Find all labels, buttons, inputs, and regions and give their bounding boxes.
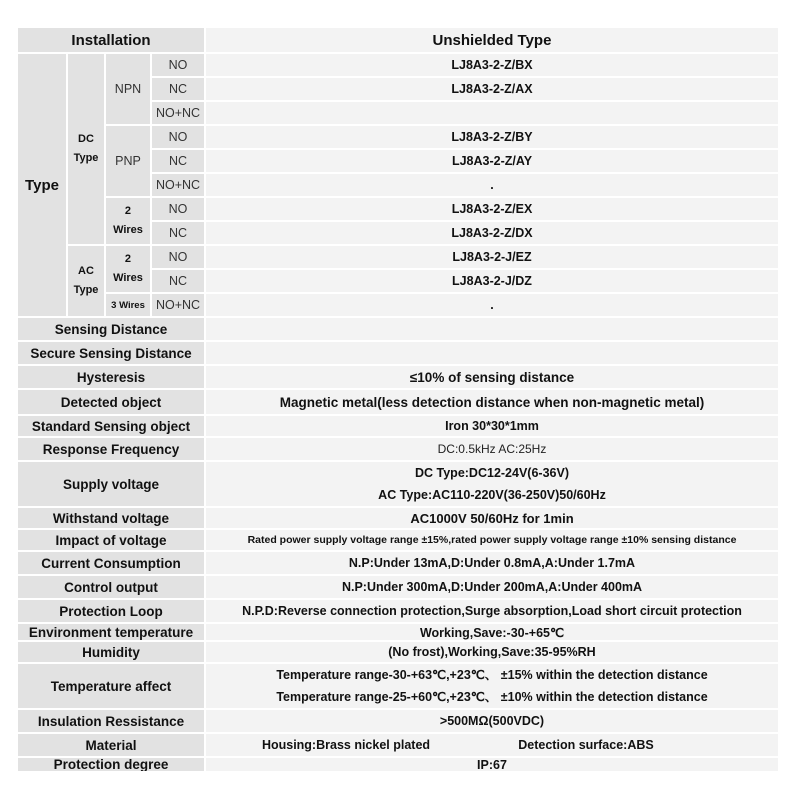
type-label: Type xyxy=(18,54,68,318)
material-housing: Housing:Brass nickel plated xyxy=(261,738,431,752)
spec-value-standard-object: Iron 30*30*1mm xyxy=(206,416,780,438)
contact-cell: NO+NC xyxy=(152,102,206,126)
model-cell: LJ8A3-2-Z/AX xyxy=(206,78,780,102)
contact-cell: NC xyxy=(152,78,206,102)
temp-affect-line-1: Temperature range-30-+63℃,+23℃、 ±15% within the detection distance xyxy=(276,668,708,682)
spec-value-insulation: >500MΩ(500VDC) xyxy=(206,710,780,734)
contact-cell: NO+NC xyxy=(152,294,206,318)
spec-value-impact: Rated power supply voltage range ±15%,rated power supply voltage range ±10% sensing distance xyxy=(206,530,780,552)
dc-type-label: DC Type xyxy=(68,54,106,246)
spec-value-response: DC:0.5kHz AC:25Hz xyxy=(206,438,780,462)
spec-value-protection-loop: N.P.D:Reverse connection protection,Surge absorption,Load short circuit protection xyxy=(206,600,780,624)
model-cell: LJ8A3-2-Z/BY xyxy=(206,126,780,150)
temp-affect-line-2: Temperature range-25-+60℃,+23℃、 ±10% within the detection distance xyxy=(276,690,708,704)
contact-cell: NC xyxy=(152,222,206,246)
spec-label-env-temp: Environment temperature xyxy=(18,624,206,642)
spec-label-sensing-distance: Sensing Distance xyxy=(18,318,206,342)
dc-two-wires-label: 2 Wires xyxy=(106,198,152,246)
spec-value-secure-distance xyxy=(206,342,780,366)
spec-label-temp-affect: Temperature affect xyxy=(18,664,206,710)
spec-value-control: N.P:Under 300mA,D:Under 200mA,A:Under 400mA xyxy=(206,576,780,600)
contact-cell: NO+NC xyxy=(152,174,206,198)
contact-cell: NO xyxy=(152,126,206,150)
npn-label: NPN xyxy=(106,54,152,126)
spec-label-hysteresis: Hysteresis xyxy=(18,366,206,390)
contact-cell: NO xyxy=(152,198,206,222)
header-unshielded-type: Unshielded Type xyxy=(206,28,780,54)
spec-value-detected-object: Magnetic metal(less detection distance when non-magnetic metal) xyxy=(206,390,780,416)
pnp-label: PNP xyxy=(106,126,152,198)
spec-value-sensing-distance xyxy=(206,318,780,342)
contact-cell: NO xyxy=(152,54,206,78)
spec-value-material xyxy=(206,734,780,758)
spec-label-protection-degree: Protection degree xyxy=(18,758,206,773)
contact-cell: NC xyxy=(152,150,206,174)
model-cell xyxy=(206,102,780,126)
contact-cell: NC xyxy=(152,270,206,294)
spec-value-supply xyxy=(206,462,780,508)
model-cell: LJ8A3-2-Z/AY xyxy=(206,150,780,174)
spec-label-detected-object: Detected object xyxy=(18,390,206,416)
spec-label-consumption: Current Consumption xyxy=(18,552,206,576)
contact-cell: NO xyxy=(152,246,206,270)
spec-label-humidity: Humidity xyxy=(18,642,206,664)
model-cell: LJ8A3-2-J/DZ xyxy=(206,270,780,294)
model-cell: LJ8A3-2-Z/EX xyxy=(206,198,780,222)
three-wires-label: 3 Wires xyxy=(106,294,152,318)
spec-value-temp-affect xyxy=(206,664,780,710)
model-cell: . xyxy=(206,294,780,318)
spec-label-impact: Impact of voltage xyxy=(18,530,206,552)
spec-value-protection-degree: IP:67 xyxy=(206,758,780,773)
spec-label-withstand: Withstand voltage xyxy=(18,508,206,530)
spec-label-protection-loop: Protection Loop xyxy=(18,600,206,624)
spec-value-env-temp: Working,Save:-30-+65℃ xyxy=(206,624,780,642)
supply-dc-line: DC Type:DC12-24V(6-36V) xyxy=(415,466,569,480)
spec-label-material: Material xyxy=(18,734,206,758)
spec-value-hysteresis: ≤10% of sensing distance xyxy=(206,366,780,390)
spec-label-standard-object: Standard Sensing object xyxy=(18,416,206,438)
model-cell: . xyxy=(206,174,780,198)
spec-value-consumption: N.P:Under 13mA,D:Under 0.8mA,A:Under 1.7mA xyxy=(206,552,780,576)
spec-label-insulation: Insulation Ressistance xyxy=(18,710,206,734)
spec-value-humidity: (No frost),Working,Save:35-95%RH xyxy=(206,642,780,664)
spec-label-secure-distance: Secure Sensing Distance xyxy=(18,342,206,366)
header-installation: Installation xyxy=(18,28,206,54)
spec-table xyxy=(18,28,780,773)
model-cell: LJ8A3-2-Z/DX xyxy=(206,222,780,246)
model-cell: LJ8A3-2-J/EZ xyxy=(206,246,780,270)
material-surface: Detection surface:ABS xyxy=(518,738,654,752)
ac-type-label: AC Type xyxy=(68,246,106,318)
model-cell: LJ8A3-2-Z/BX xyxy=(206,54,780,78)
supply-ac-line: AC Type:AC110-220V(36-250V)50/60Hz xyxy=(378,488,606,502)
ac-two-wires-label: 2 Wires xyxy=(106,246,152,294)
spec-value-withstand: AC1000V 50/60Hz for 1min xyxy=(206,508,780,530)
spec-label-response: Response Frequency xyxy=(18,438,206,462)
spec-label-supply: Supply voltage xyxy=(18,462,206,508)
spec-label-control: Control output xyxy=(18,576,206,600)
